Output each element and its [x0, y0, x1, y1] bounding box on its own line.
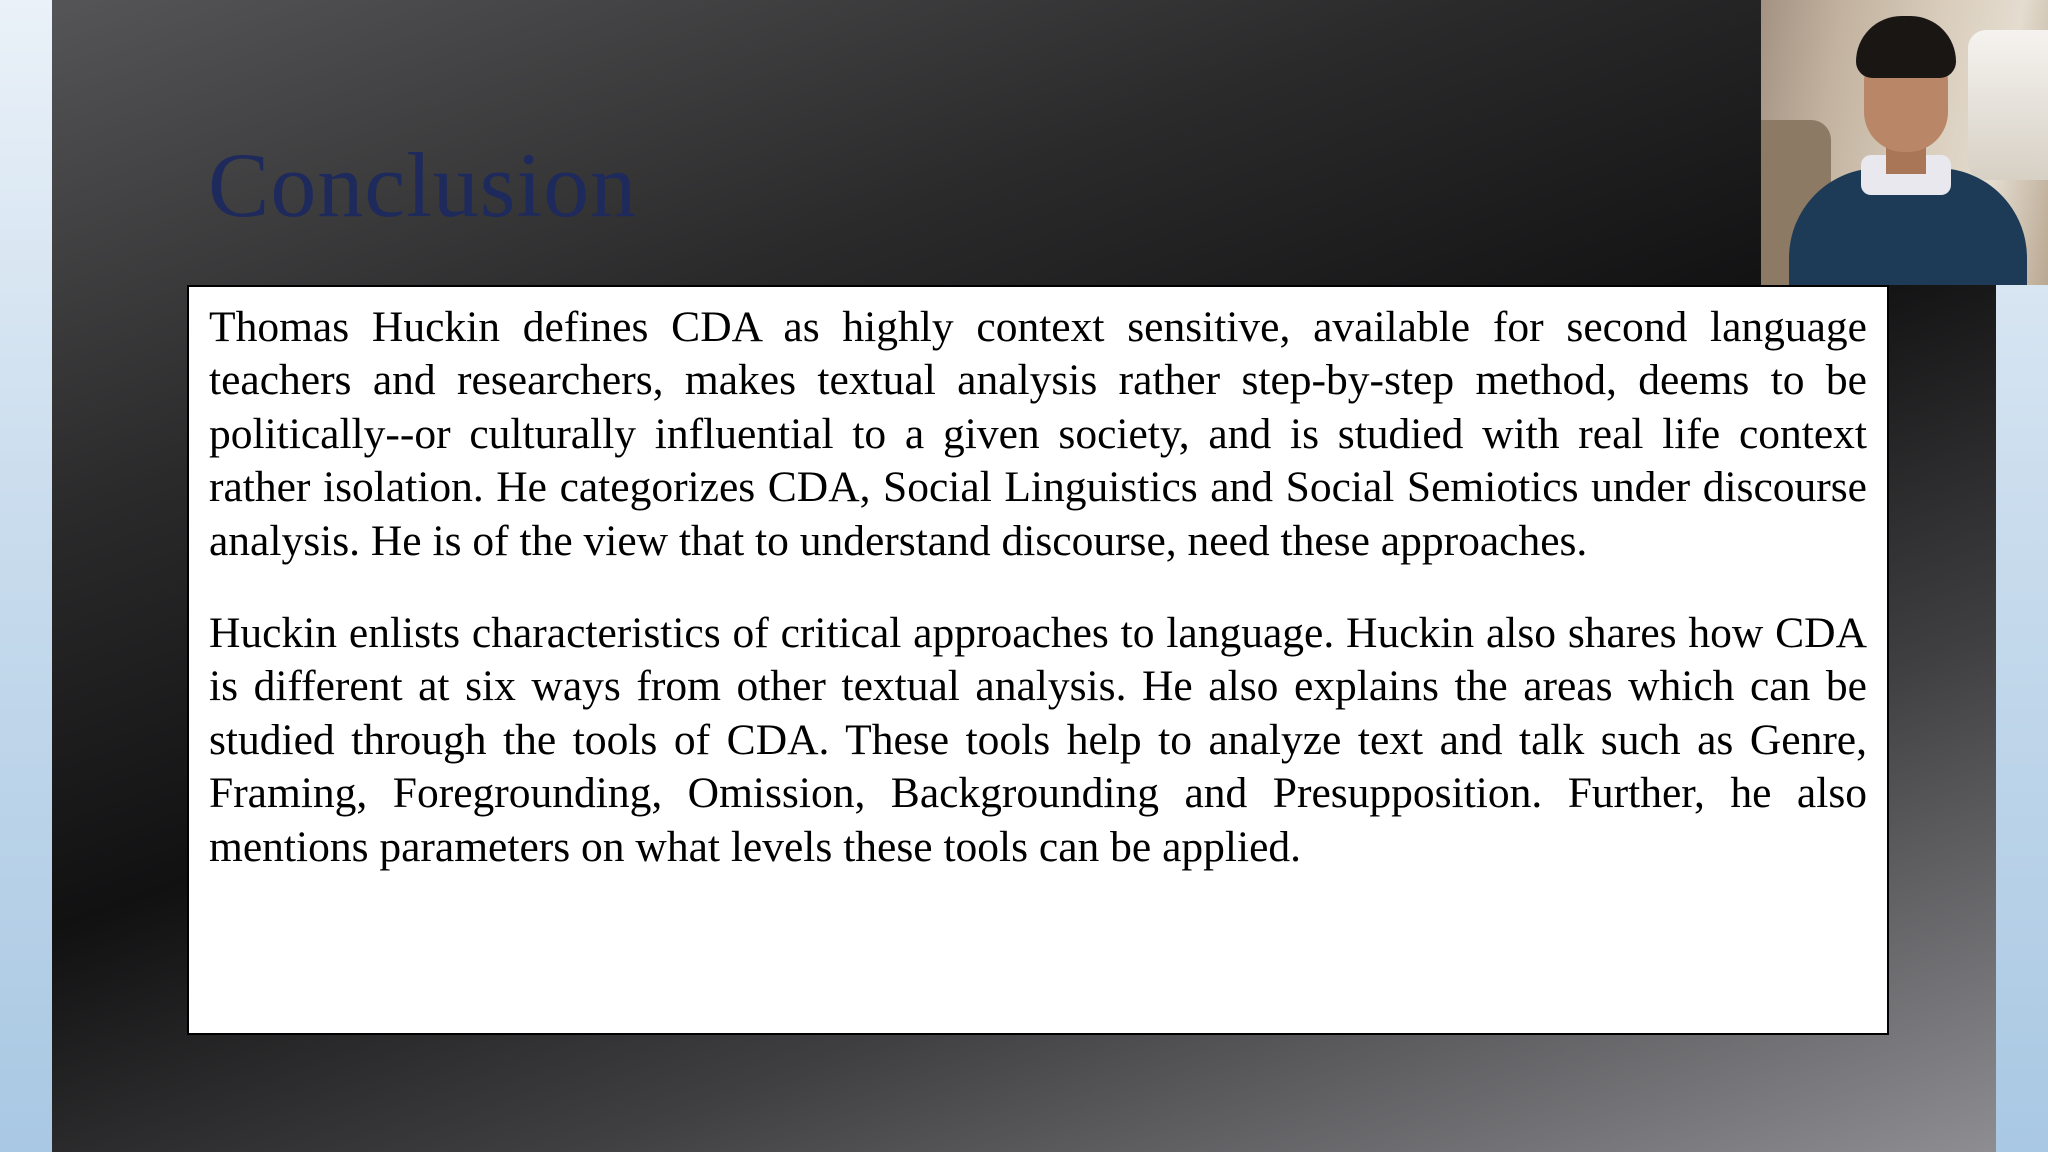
presentation-slide — [52, 0, 1996, 1152]
content-text-box — [187, 285, 1889, 1035]
paragraph-2: Huckin enlists characteristics of critical approaches to language. Huckin also shares how CDA is different at six ways from other textual analysis. He also explains the areas which can be studied through the tools of CDA. These tools help to analyze text and talk such as Genre, Framing, Foregrounding, Omission, Backgrounding and Presupposition. Further, he also mentions parameters on what levels these tools can be applied. — [209, 609, 1867, 871]
car-window — [1968, 30, 2048, 180]
slide-title: Conclusion — [208, 134, 638, 236]
paragraph-1: Thomas Huckin defines CDA as highly context sensitive, available for second language teachers and researchers, makes textual analysis rather step-by-step method, deems to be politically--or culturally influential to a given society, and is studied with real life context rather isolation. He categorizes CDA, Social Linguistics and Social Semiotics under discourse analysis. He is of the view that to understand discourse, need these approaches. — [209, 303, 1867, 565]
webcam-video-feed — [1761, 0, 2048, 285]
presenter-hair — [1856, 16, 1956, 78]
